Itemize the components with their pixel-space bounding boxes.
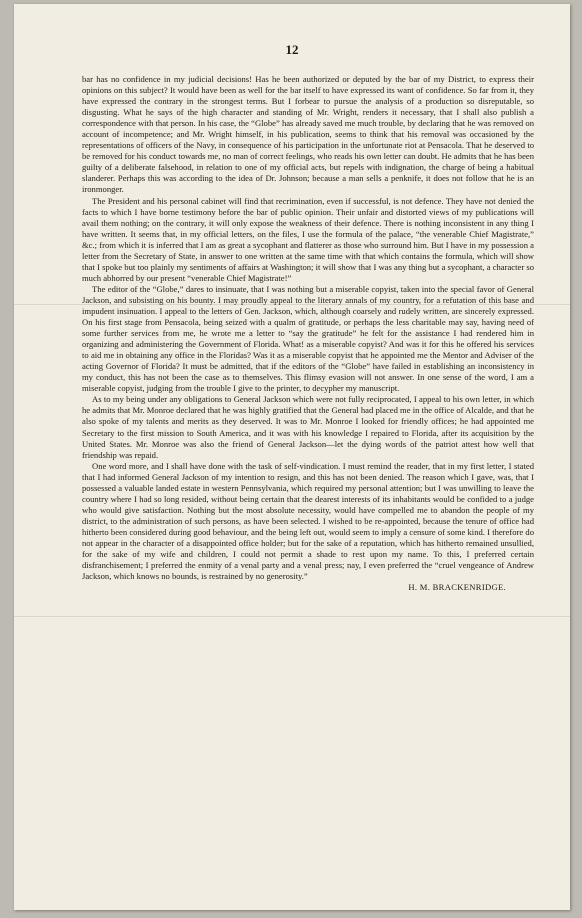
page-number: 12 xyxy=(285,42,299,57)
page-crease xyxy=(14,616,570,617)
signature: H. M. BRACKENRIDGE. xyxy=(408,582,506,593)
document-page xyxy=(14,4,570,910)
paragraph-1: bar has no confidence in my judicial decisions! Has he been authorized or deputed by the bar of my District, to express their opinions on this subject? It would have been as well for the bar itself to have expressed its want of confidence. So far from it, they have expressed the contrary in the strongest terms. But I forbear to pursue the analysis of a production so disreputable, so disgusting. What he says of the high character and standing of Mr. Wright, renders it necessary, that I shall also publish a correspondence with that person. In his case, the “Globe” has already saved me much trouble, by declaring that he was removed on account of incompetence; and Mr. Wright himself, in his publication, seems to think that his removal was occasioned by the representations of officers of the Navy, in consequence of his participation in the unfortunate riot at Pensacola. That he deserved to be removed for his conduct towards me, no man of correct feelings, who reads his own letter can doubt. He admits that he has been guilty of a deliberate falsehood, in relation to one of my official acts, but repels with indignation, the charge of being a habitual slanderer. Perhaps this was according to the idea of Dr. Johnson; because a man sells a penknife, it does not follow that he is an ironmonger. xyxy=(82,74,534,195)
paragraph-2: The President and his personal cabinet will find that recrimination, even if successful, is not defence. They have not denied the facts to which I have borne testimony before the bar of public opinion. Their unfair and distorted views of my publications will avail them nothing; on the contrary, it will only expose the weakness of their defence. There is nothing inconsistent in any thing I have written. It seems that, in my official letters, on the files, I use the formula of the palace, “the venerable Chief Magistrate,” &c.; from which it is inferred that I am as great a sycophant and flatterer as those who surround him. But I have in my possession a letter from the Secretary of State, in answer to one written at the same time with that which contains the formula, which will show that I spoke but too plainly my sentiments of affairs at Washington; it will show that I was any thing but a sycophant, a character so much abhorred by our present “venerable Chief Magistrate!” xyxy=(82,195,534,283)
body-text xyxy=(82,74,534,593)
paragraph-5: One word more, and I shall have done with the task of self-vindication. I must remind the reader, that in my first letter, I stated that I had informed General Jackson of my intention to resign, and this has not been denied. The reason which I gave, was, that I possessed a valuable landed estate in western Pennsylvania, which required my personal attention; but I was unwilling to leave the country where I had so long resided, without being certain that the dearest interests of its inhabitants would be confided to a judge who would give satisfaction. Nothing but the most absolute necessity, would have compelled me to abandon the people of my district, to the administration of such persons, as have been selected. I wished to be re-appointed, because the tenure of office had hitherto been considered during good behaviour, and the being left out, would seem to imply a censure of some kind. I therefore do not appear in the character of a disappointed office holder; but for the sake of a reputation, which has hitherto remained unsullied, for the sake of my wife and children, I could not permit a shade to rest upon my name. To this, I preferred certain disfranchisement; I preferred the enmity of a venal party and a venal press; nay, I even preferred the “cruel vengeance of Andrew Jackson, which knows no bounds, is restrained by no generosity.” xyxy=(82,460,534,582)
paragraph-4: As to my being under any obligations to General Jackson which were not fully reciprocated, I appeal to his own letter, in which he admits that Mr. Monroe declared that he was highly gratified that the General had placed me in the office of Alcalde, and that he also spoke of my talents and merits as they deserved. It was to Mr. Monroe I looked for friendly offices; he had appointed me Secretary to the first mission to South America, and it was with his knowledge I repaired to Florida, after its acquisition by the United States. Mr. Monroe was also the friend of General Jackson—let the dying words of the patriot attest how well that friendship was repaid. xyxy=(82,394,534,460)
paragraph-3: The editor of the “Globe,” dares to insinuate, that I was nothing but a miserable copyist, taken into the special favor of General Jackson, and subsisting on his bounty. I may proudly appeal to the literary annals of my country, for a refutation of this base and impudent insinuation. I appeal to the letters of Gen. Jackson, which, although coarsely and rudely written, are sincerely expressed. On his first stage from Pensacola, being seized with a qualm of gratitude, or perhaps the less charitable may say, having need of some further services from me, he wrote me a letter to “say the gratitude” he felt for the assistance I had rendered him in organizing and administering the Government of Florida. What! as a miserable copyist? And was it for this he offered his services to aid me in obtaining any office in the Floridas? Was it as a miserable copyist that he appointed me the Mentor and Adviser of the acting Governor of Florida? It must be admitted, that if the editors of the “Globe” have failed in establishing an inconsistency in my conduct, this has not been the case as to themselves. This flimsy evasion will not answer. In one sense of the word, I am a miserable copyist, judging from the trouble I give to the printer, to decypher my manuscript. xyxy=(82,283,534,394)
